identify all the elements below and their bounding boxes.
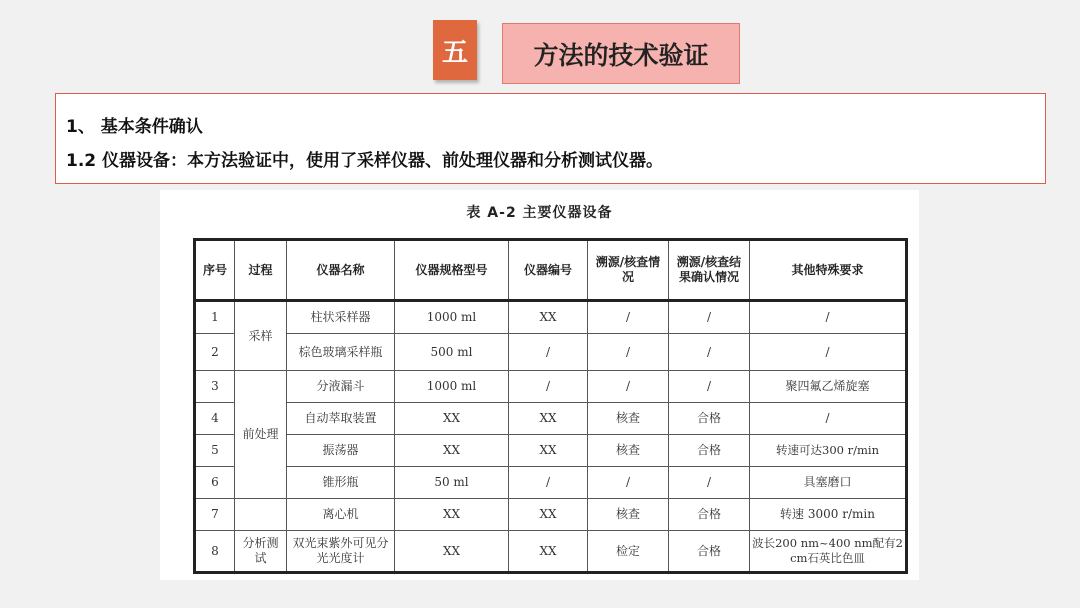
instrument-name: 分液漏斗 [287,371,395,403]
special-requirement: 聚四氟乙烯旋塞 [750,371,907,403]
instrument-id: / [509,334,588,371]
header-cell: 仪器名称 [287,240,395,301]
special-requirement: / [750,301,907,334]
header-cell: 仪器规格型号 [395,240,509,301]
trace-status: / [588,301,669,334]
instrument-id: XX [509,499,588,531]
instrument-name: 锥形瓶 [287,467,395,499]
instrument-spec: XX [395,403,509,435]
info-box [55,93,1046,184]
trace-status: 检定 [588,531,669,573]
trace-status: 核查 [588,499,669,531]
trace-status: 核查 [588,403,669,435]
row-number: 3 [195,371,235,403]
special-requirement: 具塞磨口 [750,467,907,499]
trace-result: 合格 [669,435,750,467]
header-cell: 过程 [235,240,287,301]
instrument-spec: 50 ml [395,467,509,499]
table-row [195,301,907,334]
instrument-spec: XX [395,531,509,573]
header-cell: 溯源/核查情况 [588,240,669,301]
process-cell: 前处理 [235,371,287,499]
table-caption: 表 A-2 主要仪器设备 [466,205,613,221]
instrument-id: / [509,371,588,403]
instrument-spec: 500 ml [395,334,509,371]
document-image [160,190,919,580]
instrument-id: XX [509,403,588,435]
info-line-2: 1.2 仪器设备：本方法验证中，使用了采样仪器、前处理仪器和分析测试仪器。 [66,151,664,171]
process-cell-empty [235,499,287,531]
trace-status: 核查 [588,435,669,467]
table-row [195,334,907,371]
header-cell: 仪器编号 [509,240,588,301]
instrument-name: 双光束紫外可见分光光度计 [287,531,395,573]
table-row [195,499,907,531]
info-line-1: 1、 基本条件确认 [66,117,203,137]
special-requirement: 转速可达300 r/min [750,435,907,467]
trace-result: 合格 [669,531,750,573]
header-cell: 其他特殊要求 [750,240,907,301]
instrument-spec: 1000 ml [395,301,509,334]
table-row [195,531,907,573]
table-row [195,435,907,467]
header-cell: 序号 [195,240,235,301]
row-number: 7 [195,499,235,531]
instrument-name: 离心机 [287,499,395,531]
instrument-id: / [509,467,588,499]
table-header-row [195,240,907,301]
instrument-spec: 1000 ml [395,371,509,403]
process-cell: 分析测试 [235,531,287,573]
trace-result: 合格 [669,499,750,531]
instrument-spec: XX [395,499,509,531]
special-requirement: / [750,403,907,435]
trace-result: / [669,467,750,499]
trace-result: / [669,301,750,334]
process-cell: 采样 [235,301,287,371]
section-title: 方法的技术验证 [502,23,740,84]
instrument-name: 棕色玻璃采样瓶 [287,334,395,371]
row-number: 8 [195,531,235,573]
trace-status: / [588,334,669,371]
row-number: 2 [195,334,235,371]
instrument-id: XX [509,301,588,334]
row-number: 6 [195,467,235,499]
special-requirement: 转速 3000 r/min [750,499,907,531]
trace-result: / [669,334,750,371]
trace-status: / [588,371,669,403]
row-number: 1 [195,301,235,334]
table-row [195,371,907,403]
instrument-id: XX [509,435,588,467]
special-requirement: 波长200 nm~400 nm配有2 cm石英比色皿 [750,531,907,573]
row-number: 4 [195,403,235,435]
header-cell: 溯源/核查结果确认情况 [669,240,750,301]
instrument-spec: XX [395,435,509,467]
table-row [195,403,907,435]
instrument-id: XX [509,531,588,573]
trace-status: / [588,467,669,499]
row-number: 5 [195,435,235,467]
instrument-name: 柱状采样器 [287,301,395,334]
instrument-name: 自动萃取装置 [287,403,395,435]
section-number-badge: 五 [433,20,477,80]
trace-result: / [669,371,750,403]
instrument-name: 振荡器 [287,435,395,467]
special-requirement: / [750,334,907,371]
trace-result: 合格 [669,403,750,435]
table-row [195,467,907,499]
equipment-table [193,238,908,574]
